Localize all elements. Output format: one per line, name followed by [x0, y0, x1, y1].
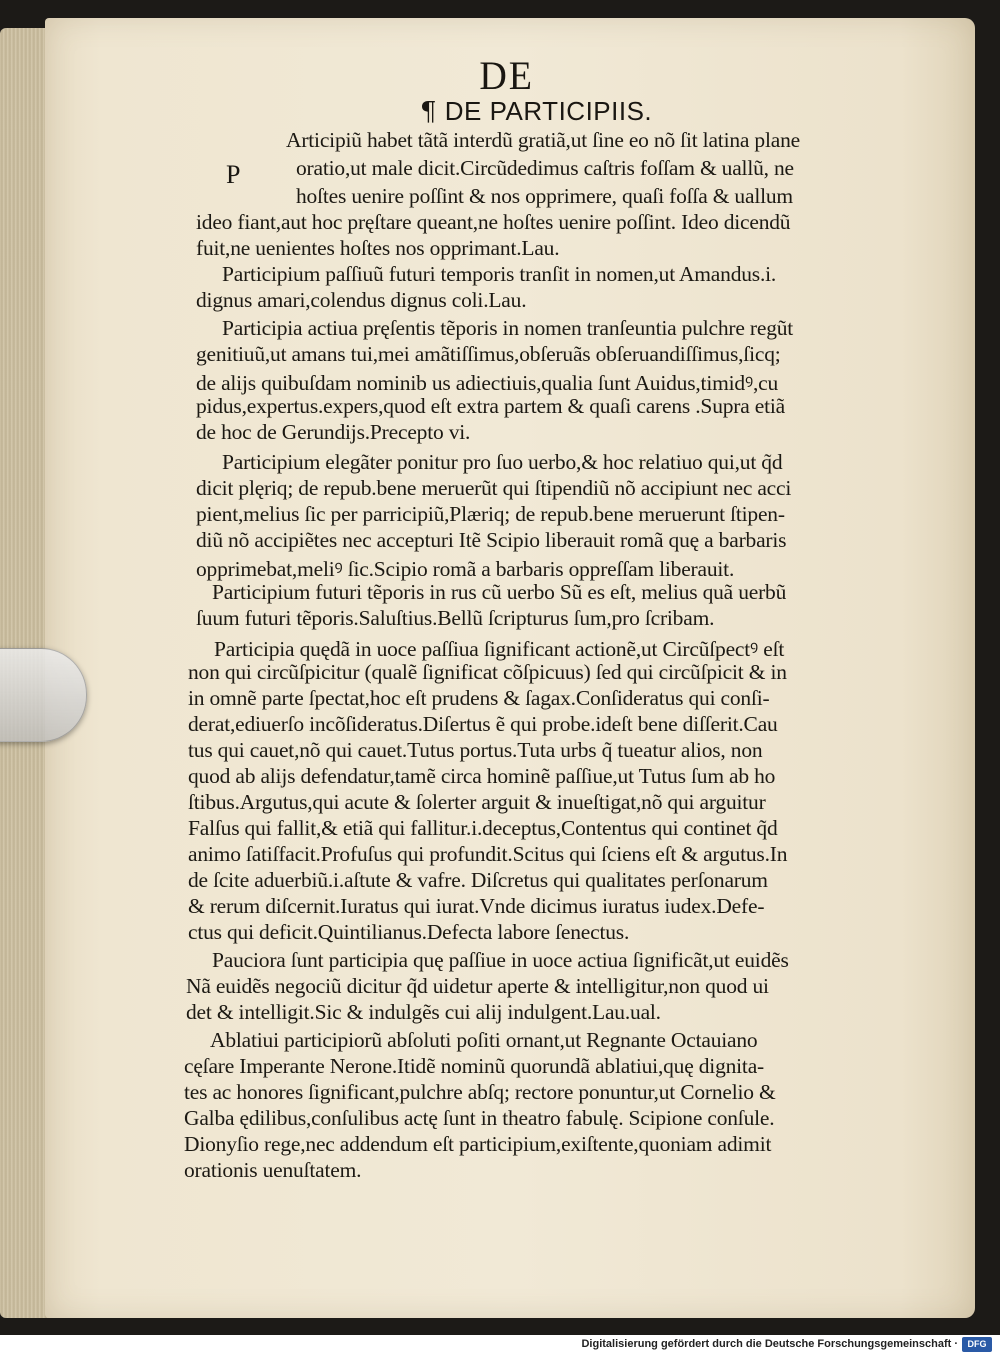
text-line: dignus amari,colendus dignus coli.Lau.	[196, 288, 527, 312]
text-line: opprimebat,meliꝰ ſic.Scipio romã a barbaris oppreſſam liberauit.	[196, 557, 735, 581]
text-line: Participium futuri tẽporis in rus cũ uerbo Sũ es eſt, melius quã uerbũ	[212, 580, 787, 604]
text-line: animo ſatiſfacit.Profuſus qui profundit.Scitus qui ſciens eſt & argutus.In	[188, 842, 788, 866]
text-line: diũ nõ accipiẽtes nec accepturi Itẽ Scipio liberauit romã quę a barbaris	[196, 528, 787, 552]
text-line: dicit plęriq; de repub.bene meruerũt qui ſtipendiũ nõ accipiunt nec acci	[196, 476, 792, 500]
text-line: quod ab alijs defendatur,tamẽ circa hominẽ paſſiue,ut Tutus ſum ab ho	[188, 764, 776, 788]
text-line: genitiuũ,ut amans tui,mei amãtiſſimus,obſeruãs obſeruandiſſimus,ſicq;	[196, 342, 781, 366]
text-line: de ſcite aduerbiũ.i.aſtute & vafre. Diſcretus qui qualitates perſonarum	[188, 868, 768, 892]
text-line: ſtibus.Argutus,qui acute & ſolerter arguit & inueſtigat,nõ qui arguitur	[188, 790, 766, 814]
text-line: Dionyſio rege,nec addendum eſt participium,exiſtente,quoniam adimit	[184, 1132, 772, 1156]
text-line: det & intelligit.Sic & indulgẽs cui alij indulgent.Lau.ual.	[186, 1000, 661, 1024]
text-line: fuit,ne uenientes hoſtes nos opprimant.Lau.	[196, 236, 560, 260]
dfg-logo: DFG	[962, 1337, 992, 1352]
text-line: de hoc de Gerundijs.Precepto vi.	[196, 420, 471, 444]
text-line: orationis uenuſtatem.	[184, 1158, 362, 1182]
text-line: oratio,ut male dicit.Circũdedimus caſtris foſſam & uallũ, ne	[296, 156, 794, 180]
text-line: Participium elegãter ponitur pro ſuo uerbo,& hoc relatiuo qui,ut q̃d	[222, 450, 783, 474]
text-line: Participia actiua pręſentis tẽporis in nomen tranſeuntia pulchre regũt	[222, 316, 794, 340]
text-line: pient,melius ſic per parricipiũ,Plæriq; de repub.bene meruerunt ſtipen-	[196, 502, 785, 526]
text-line: hoſtes uenire poſſint & nos opprimere, quaſi foſſa & uallum	[296, 184, 793, 208]
text-line: Articipiũ habet tãtã interdũ gratiã,ut ſine eo nõ ſit latina plane	[286, 128, 800, 152]
text-line: Pauciora ſunt participia quę paſſiue in uoce actiua ſignificãt,ut euidẽs	[212, 948, 789, 972]
text-line: Participium paſſiuũ futuri temporis tranſit in nomen,ut Amandus.i.	[222, 262, 777, 286]
running-head: DE	[479, 53, 534, 98]
text-line: cęſare Imperante Nerone.Itidẽ nominũ quorundã ablatiui,quę dignita-	[184, 1054, 765, 1078]
text-line: tus qui cauet,nõ qui cauet.Tutus portus.Tuta urbs q̃ tueatur alios, non	[188, 738, 763, 762]
text-line: Falſus qui fallit,& etiã qui fallitur.i.deceptus,Contentus qui continet q̃d	[188, 816, 778, 840]
text-line: & rerum diſcernit.Iuratus qui iurat.Vnde dicimus iuratus iudex.Defe-	[188, 894, 765, 918]
text-line: Participia quędã in uoce paſſiua ſignificant actionẽ,ut Circũſpectꝰ eſt	[214, 637, 785, 661]
pilcrow-mark: ¶	[420, 97, 438, 127]
text-line: non qui circũſpicitur (qualẽ ſignificat cõſpicuus) ſed qui circũſpicit & in	[188, 660, 787, 684]
drop-initial: P	[226, 160, 241, 189]
text-line: ideo fiant,aut hoc pręſtare queant,ne hoſtes uenire poſſint. Ideo dicendũ	[196, 210, 791, 234]
text-line: tes ac honores ſignificant,pulchre abſq; rectore ponuntur,ut Cornelio &	[184, 1080, 776, 1104]
text-line: derat,ediuerſo incõſideratus.Diſertus ẽ qui probe.ideſt bene diſſerit.Cau	[188, 712, 778, 736]
text-line: Nã euidẽs negociũ dicitur q̃d uidetur aperte & intelligitur,non quod ui	[186, 974, 769, 998]
text-line: ctus qui deficit.Quintilianus.Defecta labore ſenectus.	[188, 920, 630, 944]
text-line: pidus,expertus.expers,quod eſt extra partem & quaſi carens .Supra etiã	[196, 394, 785, 418]
chapter-title-text: DE PARTICIPIIS.	[444, 96, 653, 126]
footer-bar	[0, 1335, 1000, 1355]
text-line: ſuum futuri tẽporis.Saluſtius.Bellũ ſcripturus ſum,pro ſcribam.	[196, 606, 715, 630]
text-line: de alijs quibuſdam nominib us adiectiuis,qualia ſunt Auidus,timidꝰ,cu	[196, 371, 779, 395]
text-line: Ablatiui participiorũ abſoluti poſiti ornant,ut Regnante Octauiano	[210, 1028, 758, 1052]
text-line: Galba ędilibus,conſulibus actę ſunt in theatro fabulę. Scipione conſule.	[184, 1106, 775, 1130]
text-line: in omnẽ parte ſpectat,hoc eſt prudens & ſagax.Conſideratus qui conſi-	[188, 686, 770, 710]
funding-credit: Digitalisierung gefördert durch die Deutsche Forschungsgemeinschaft ·	[581, 1338, 958, 1350]
